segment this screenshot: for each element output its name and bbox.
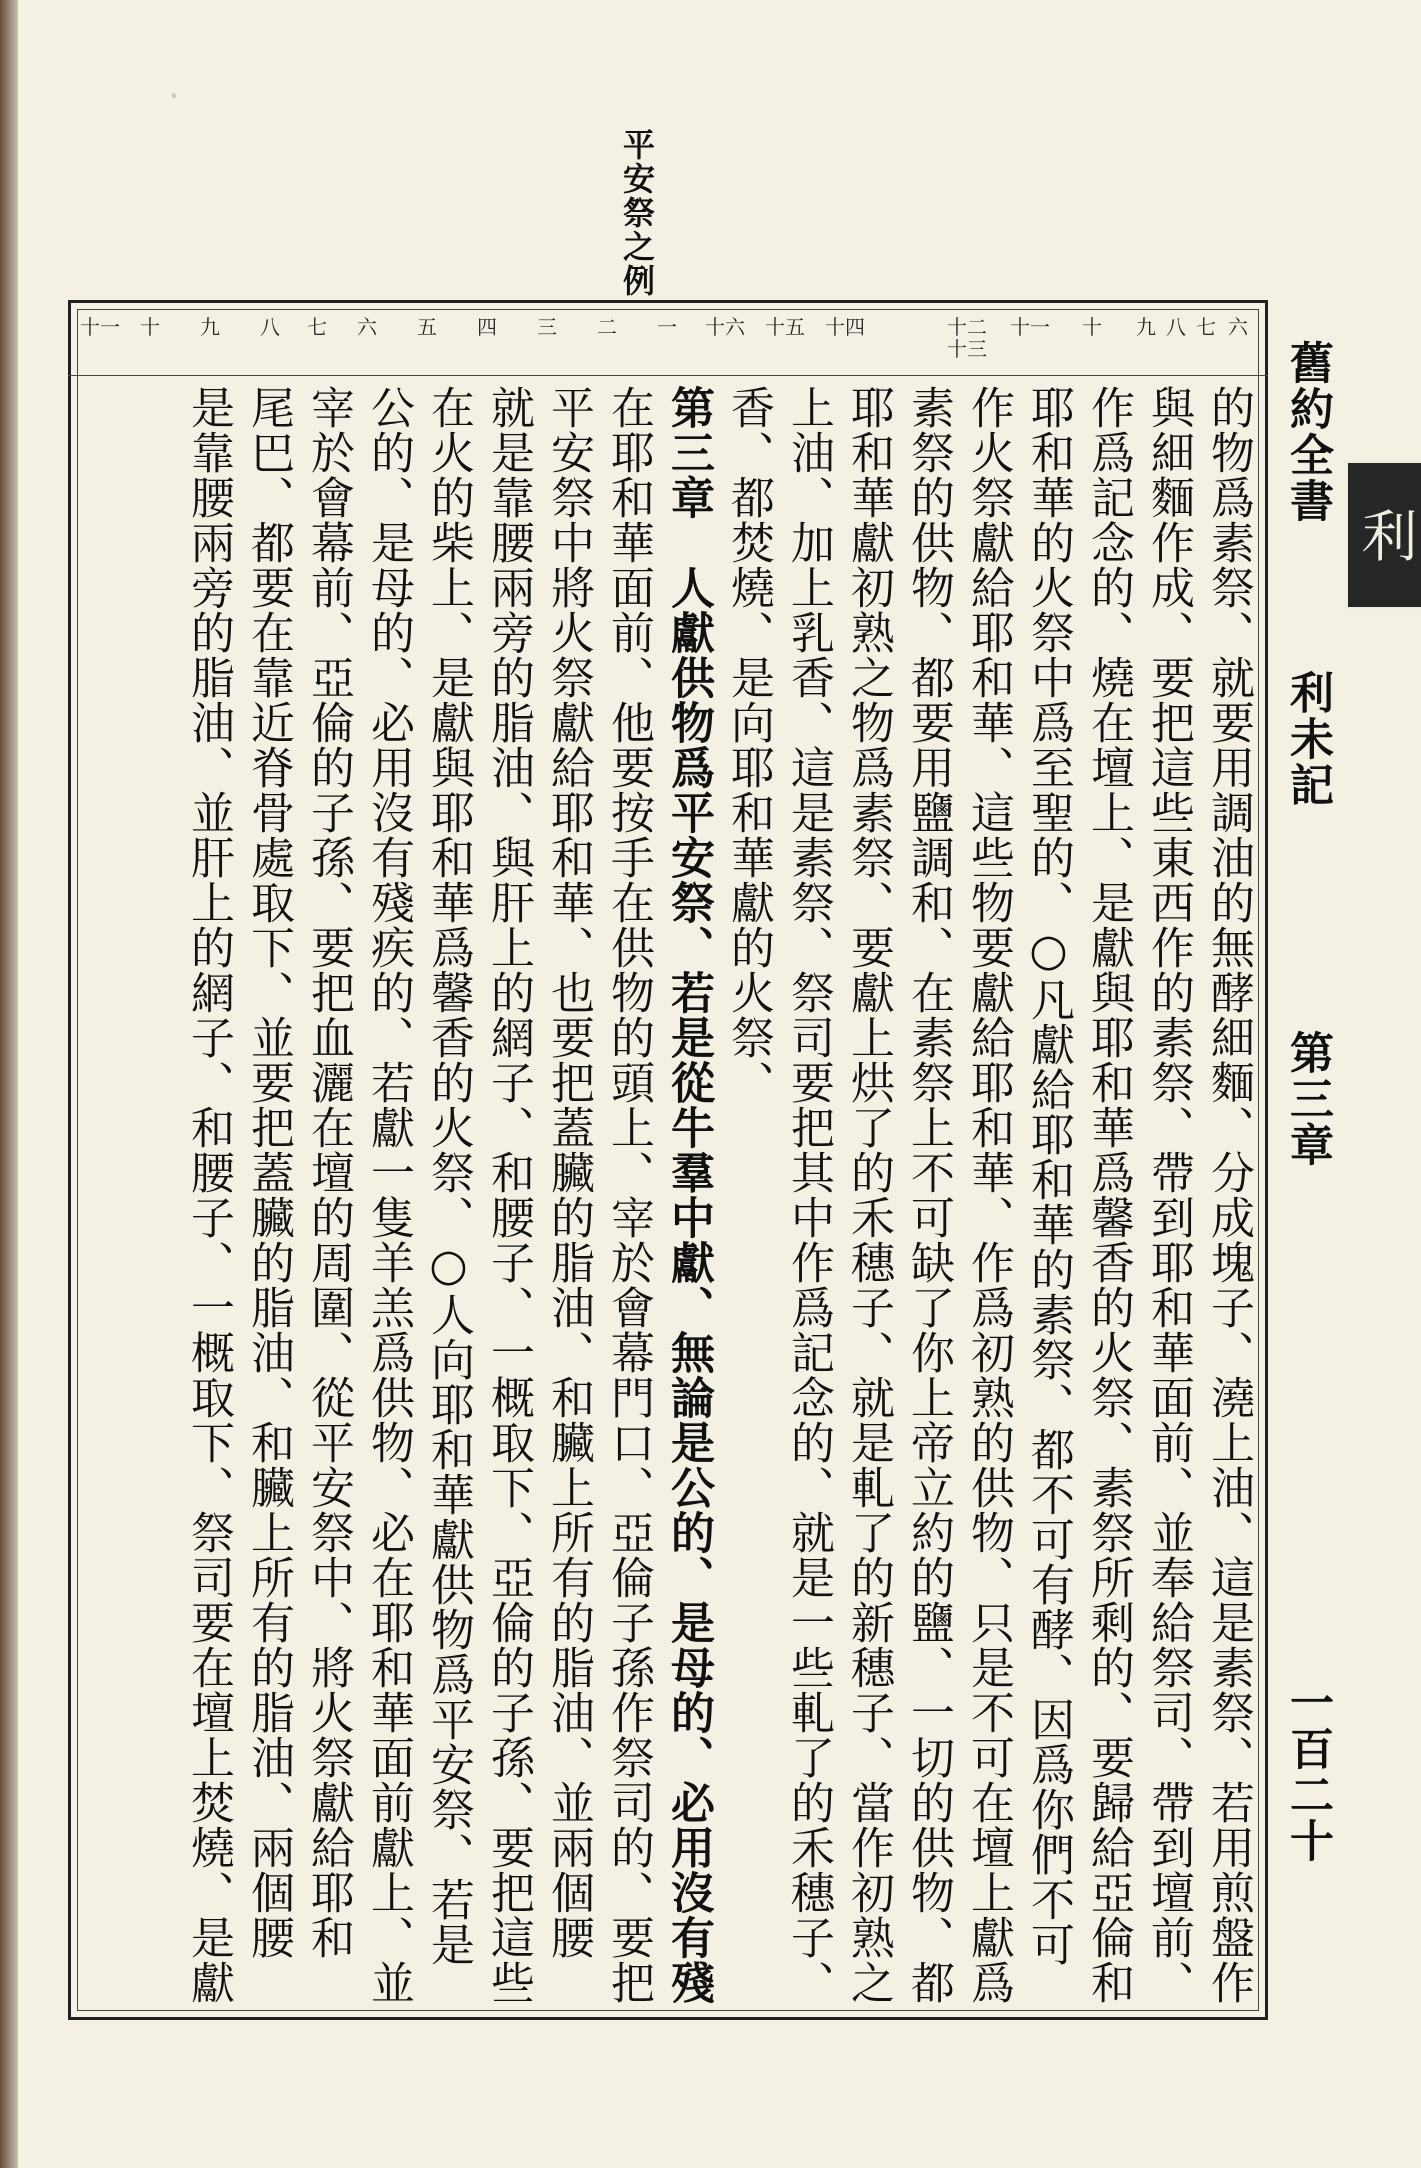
book-thumb-tab[interactable] bbox=[1345, 460, 1421, 610]
verse-number: 二 bbox=[597, 315, 617, 339]
verse-number: 十二十三 bbox=[947, 315, 987, 361]
verse-number: 十六 bbox=[705, 315, 745, 339]
verse-number: 十 bbox=[140, 315, 160, 339]
verse-number: 十 bbox=[1082, 315, 1102, 339]
text-column: 上油、加上乳香、這是素祭、祭司要把其中作爲記念的、就是一些軋了的禾穗子、 bbox=[783, 385, 834, 2005]
scripture-body bbox=[80, 385, 1260, 2005]
text-column: 是靠腰兩旁的脂油、並肝上的網子、和腰子、一概取下、祭司要在壇上焚燒、是獻 bbox=[183, 385, 234, 2005]
verse-number: 十一 bbox=[80, 315, 120, 339]
text-column: 作火祭獻給耶和華、這些物要獻給耶和華、作爲初熟的供物、只是不可在壇上獻爲 bbox=[963, 385, 1014, 2005]
verse-number: 六 bbox=[1228, 315, 1248, 339]
verse-number: 五 bbox=[417, 315, 437, 339]
running-head: 平安祭之例 bbox=[618, 128, 656, 298]
text-column: 素祭的供物、都要用鹽調和、在素祭上不可缺了你上帝立約的鹽、一切的供物、都 bbox=[903, 385, 954, 2005]
text-column: 就是靠腰兩旁的脂油、與肝上的網子、和腰子、一概取下、亞倫的子孫、要把這些 bbox=[483, 385, 534, 2005]
page-number: 一百二十 bbox=[1282, 1680, 1333, 1864]
text-column: 宰於會幕前、亞倫的子孫、要把血灑在壇的周圍、從平安祭中、將火祭獻給耶和 bbox=[303, 385, 354, 1960]
verse-number: 十四 bbox=[825, 315, 865, 339]
chapter-start-column: 第三章 人獻供物爲平安祭、若是從牛羣中獻、無論是公的、是母的、必用沒有殘 bbox=[663, 385, 714, 2005]
bleed-through-text: · bbox=[152, 90, 193, 102]
text-column: 香、都焚燒、是向耶和華獻的火祭、 bbox=[723, 385, 774, 1105]
book-tab-label: 利 bbox=[1352, 507, 1418, 563]
text-column: 與細麵作成、要把這些東西作的素祭、帶到耶和華面前、並奉給祭司、帶到壇前、 bbox=[1143, 385, 1194, 2005]
text-column: 耶和華的火祭中爲至聖的、○凡獻給耶和華的素祭、都不可有酵、因爲你們不可 bbox=[1023, 385, 1074, 1967]
verse-number: 一 bbox=[657, 315, 677, 339]
bible-title: 舊約全書 bbox=[1282, 340, 1333, 524]
text-column: 在耶和華面前、他要按手在供物的頭上、宰於會幕門口、亞倫子孫作祭司的、要把 bbox=[603, 385, 654, 2005]
text-column: 在火的柴上、是獻與耶和華爲馨香的火祭、○人向耶和華獻供物爲平安祭、若是 bbox=[423, 385, 474, 1967]
chapter-heading: 第三章 bbox=[1282, 1030, 1333, 1168]
verse-number: 四 bbox=[477, 315, 497, 339]
book-name: 利未記 bbox=[1282, 670, 1333, 808]
verse-number: 八 bbox=[260, 315, 280, 339]
verse-number: 七 bbox=[1196, 315, 1216, 339]
verse-number: 九 bbox=[200, 315, 220, 339]
text-column: 平安祭中將火祭獻給耶和華、也要把蓋臟的脂油、和臟上所有的脂油、並兩個腰 bbox=[543, 385, 594, 1960]
text-column: 的物爲素祭、就要用調油的無酵細麵、分成塊子、澆上油、這是素祭、若用煎盤作 bbox=[1203, 385, 1254, 2005]
verse-number: 九 bbox=[1136, 315, 1156, 339]
verse-number: 六 bbox=[357, 315, 377, 339]
page-header bbox=[1280, 300, 1334, 2020]
text-column: 作爲記念的、燒在壇上、是獻與耶和華爲馨香的火祭、素祭所剩的、要歸給亞倫和 bbox=[1083, 385, 1134, 2005]
verse-number: 八 bbox=[1166, 315, 1186, 339]
verse-number: 十五 bbox=[765, 315, 805, 339]
text-column: 公的、是母的、必用沒有殘疾的、若獻一隻羊羔爲供物、必在耶和華面前獻上、並 bbox=[363, 385, 414, 2005]
text-column: 耶和華獻初熟之物爲素祭、要獻上烘了的禾穗子、就是軋了的新穗子、當作初熟之 bbox=[843, 385, 894, 2005]
text-column: 尾巴、都要在靠近脊骨處取下、並要把蓋臟的脂油、和臟上所有的脂油、兩個腰 bbox=[243, 385, 294, 1960]
verse-number-row bbox=[68, 308, 1268, 376]
verse-number: 三 bbox=[537, 315, 557, 339]
binding-gutter bbox=[0, 0, 18, 2168]
verse-number: 十一 bbox=[1010, 315, 1050, 339]
verse-number: 七 bbox=[307, 315, 327, 339]
